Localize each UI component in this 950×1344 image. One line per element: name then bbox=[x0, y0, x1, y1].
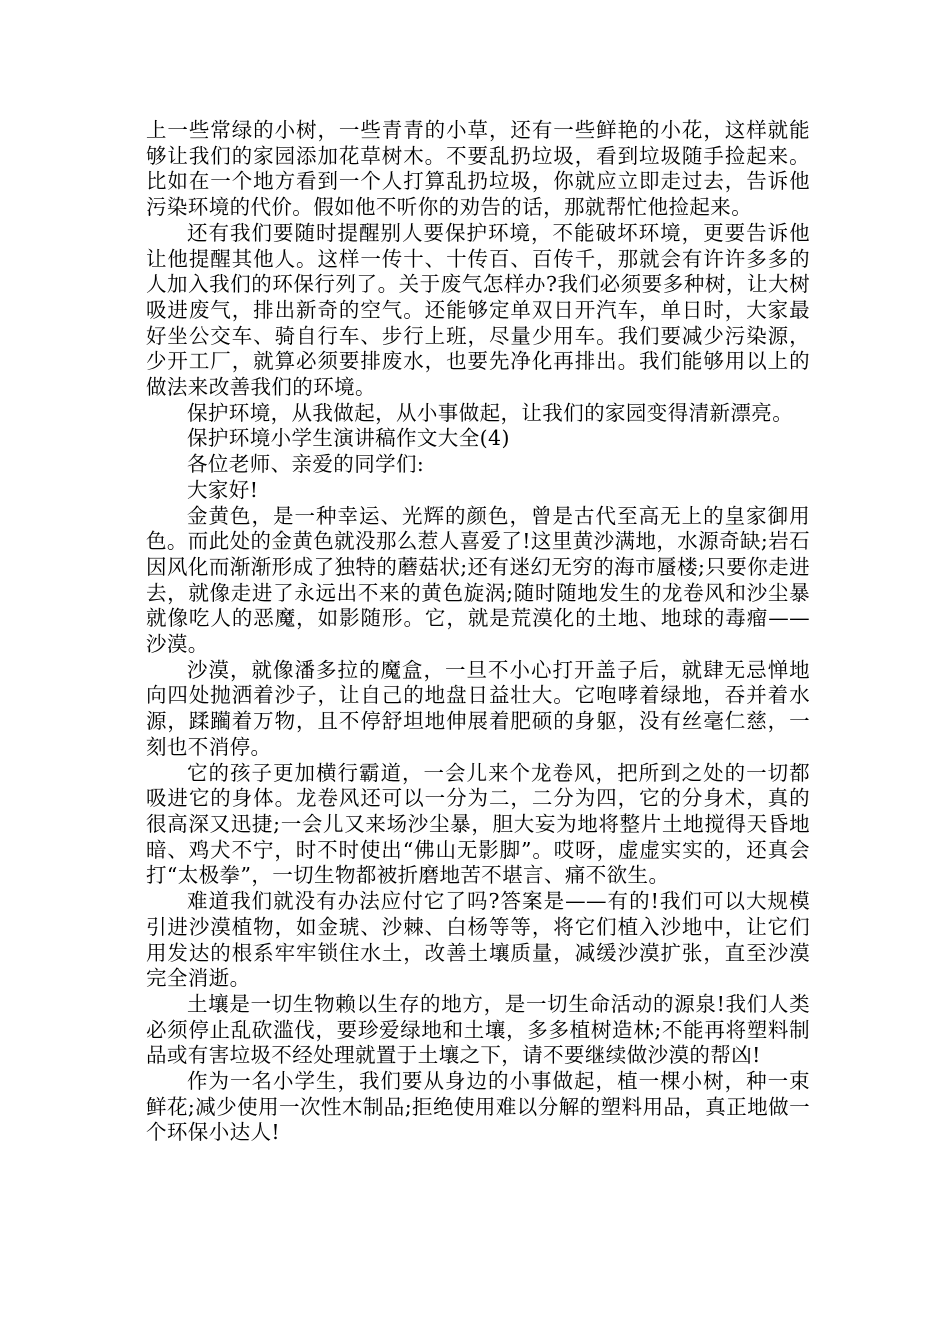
paragraph-conclusion: 保护环境，从我做起，从小事做起，让我们的家园变得清新漂亮。 bbox=[187, 400, 794, 425]
paragraph-pupil-action: 作为一名小学生，我们要从身边的小事做起，植一棵小树，种一束鲜花;减少使用一次性木制品;拒绝使用难以分解的塑料用品，真正地做一个环保小达人! bbox=[146, 1069, 810, 1145]
paragraph-remind-others: 还有我们要随时提醒别人要保护环境，不能破坏环境，更要告诉他让他提醒其他人。这样一传十、十传百、百传千，那就会有许许多多的人加入我们的环保行列了。关于废气怎样办?我们必须要多种树，让大树吸进废气，排出新奇的空气。还能够定单双日开汽车，单日时，大家最好坐公交车、骑自行车、步行上班，尽量少用车。我们要减少污染源，少开工厂，就算必须要排废水，也要先净化再排出。我们能够用以上的做法来改善我们的环境。 bbox=[146, 220, 810, 400]
greeting: 大家好! bbox=[187, 477, 259, 502]
paragraph-continuation: 上一些常绿的小树，一些青青的小草，还有一些鲜艳的小花，这样就能够让我们的家园添加花草树木。不要乱扔垃圾，看到垃圾随手捡起来。比如在一个地方看到一个人打算乱扔垃圾，你就应立即走过去，告诉他污染环境的代价。假如他不听你的劝告的话，那就帮忙他捡起来。 bbox=[146, 118, 810, 220]
paragraph-pandora-box: 沙漠，就像潘多拉的魔盒，一旦不小心打开盖子后，就肆无忌惮地向四处抛洒着沙子，让自己的地盘日益壮大。它咆哮着绿地，吞并着水源，蹂躏着万物，且不停舒坦地伸展着肥硕的身躯，没有丝毫仁慈，一刻也不消停。 bbox=[146, 657, 810, 759]
document-body bbox=[146, 118, 810, 1146]
salutation: 各位老师、亲爱的同学们: bbox=[187, 452, 425, 477]
paragraph-solution: 难道我们就没有办法应付它了吗?答案是——有的!我们可以大规模引进沙漠植物，如金琥、沙棘、白杨等等，将它们植入沙地中，让它们用发达的根系牢牢锁住水土，改善土壤质量，减缓沙漠扩张，直至沙漠完全消逝。 bbox=[146, 889, 810, 991]
paragraph-golden-yellow: 金黄色，是一种幸运、光辉的颜色，曾是古代至高无上的皇家御用色。而此处的金黄色就没那么惹人喜爱了!这里黄沙满地，水源奇缺;岩石因风化而渐渐形成了独特的蘑菇状;还有迷幻无穷的海市蜃楼;只要你走进去，就像走进了永远出不来的黄色旋涡;随时随地发生的龙卷风和沙尘暴就像吃人的恶魔，如影随形。它，就是荒漠化的土地、地球的毒瘤——沙漠。 bbox=[146, 503, 810, 657]
paragraph-tornado: 它的孩子更加横行霸道，一会儿来个龙卷风，把所到之处的一切都吸进它的身体。龙卷风还可以一分为二，二分为四，它的分身术，真的很高深又迅捷;一会儿又来场沙尘暴，胆大妄为地将整片土地搅得天昏地暗、鸡犬不宁，时不时使出“佛山无影脚”。哎呀，虚虚实实的，还真会打“太极拳”，一切生物都被折磨地苦不堪言、痛不欲生。 bbox=[146, 760, 810, 888]
paragraph-soil: 土壤是一切生物赖以生存的地方，是一切生命活动的源泉!我们人类必须停止乱砍滥伐，要珍爱绿地和土壤，多多植树造林;不能再将塑料制品或有害垃圾不经处理就置于土壤之下，请不要继续做沙漠的帮凶! bbox=[146, 991, 810, 1068]
section-title: 保护环境小学生演讲稿作文大全(4) bbox=[187, 426, 510, 451]
